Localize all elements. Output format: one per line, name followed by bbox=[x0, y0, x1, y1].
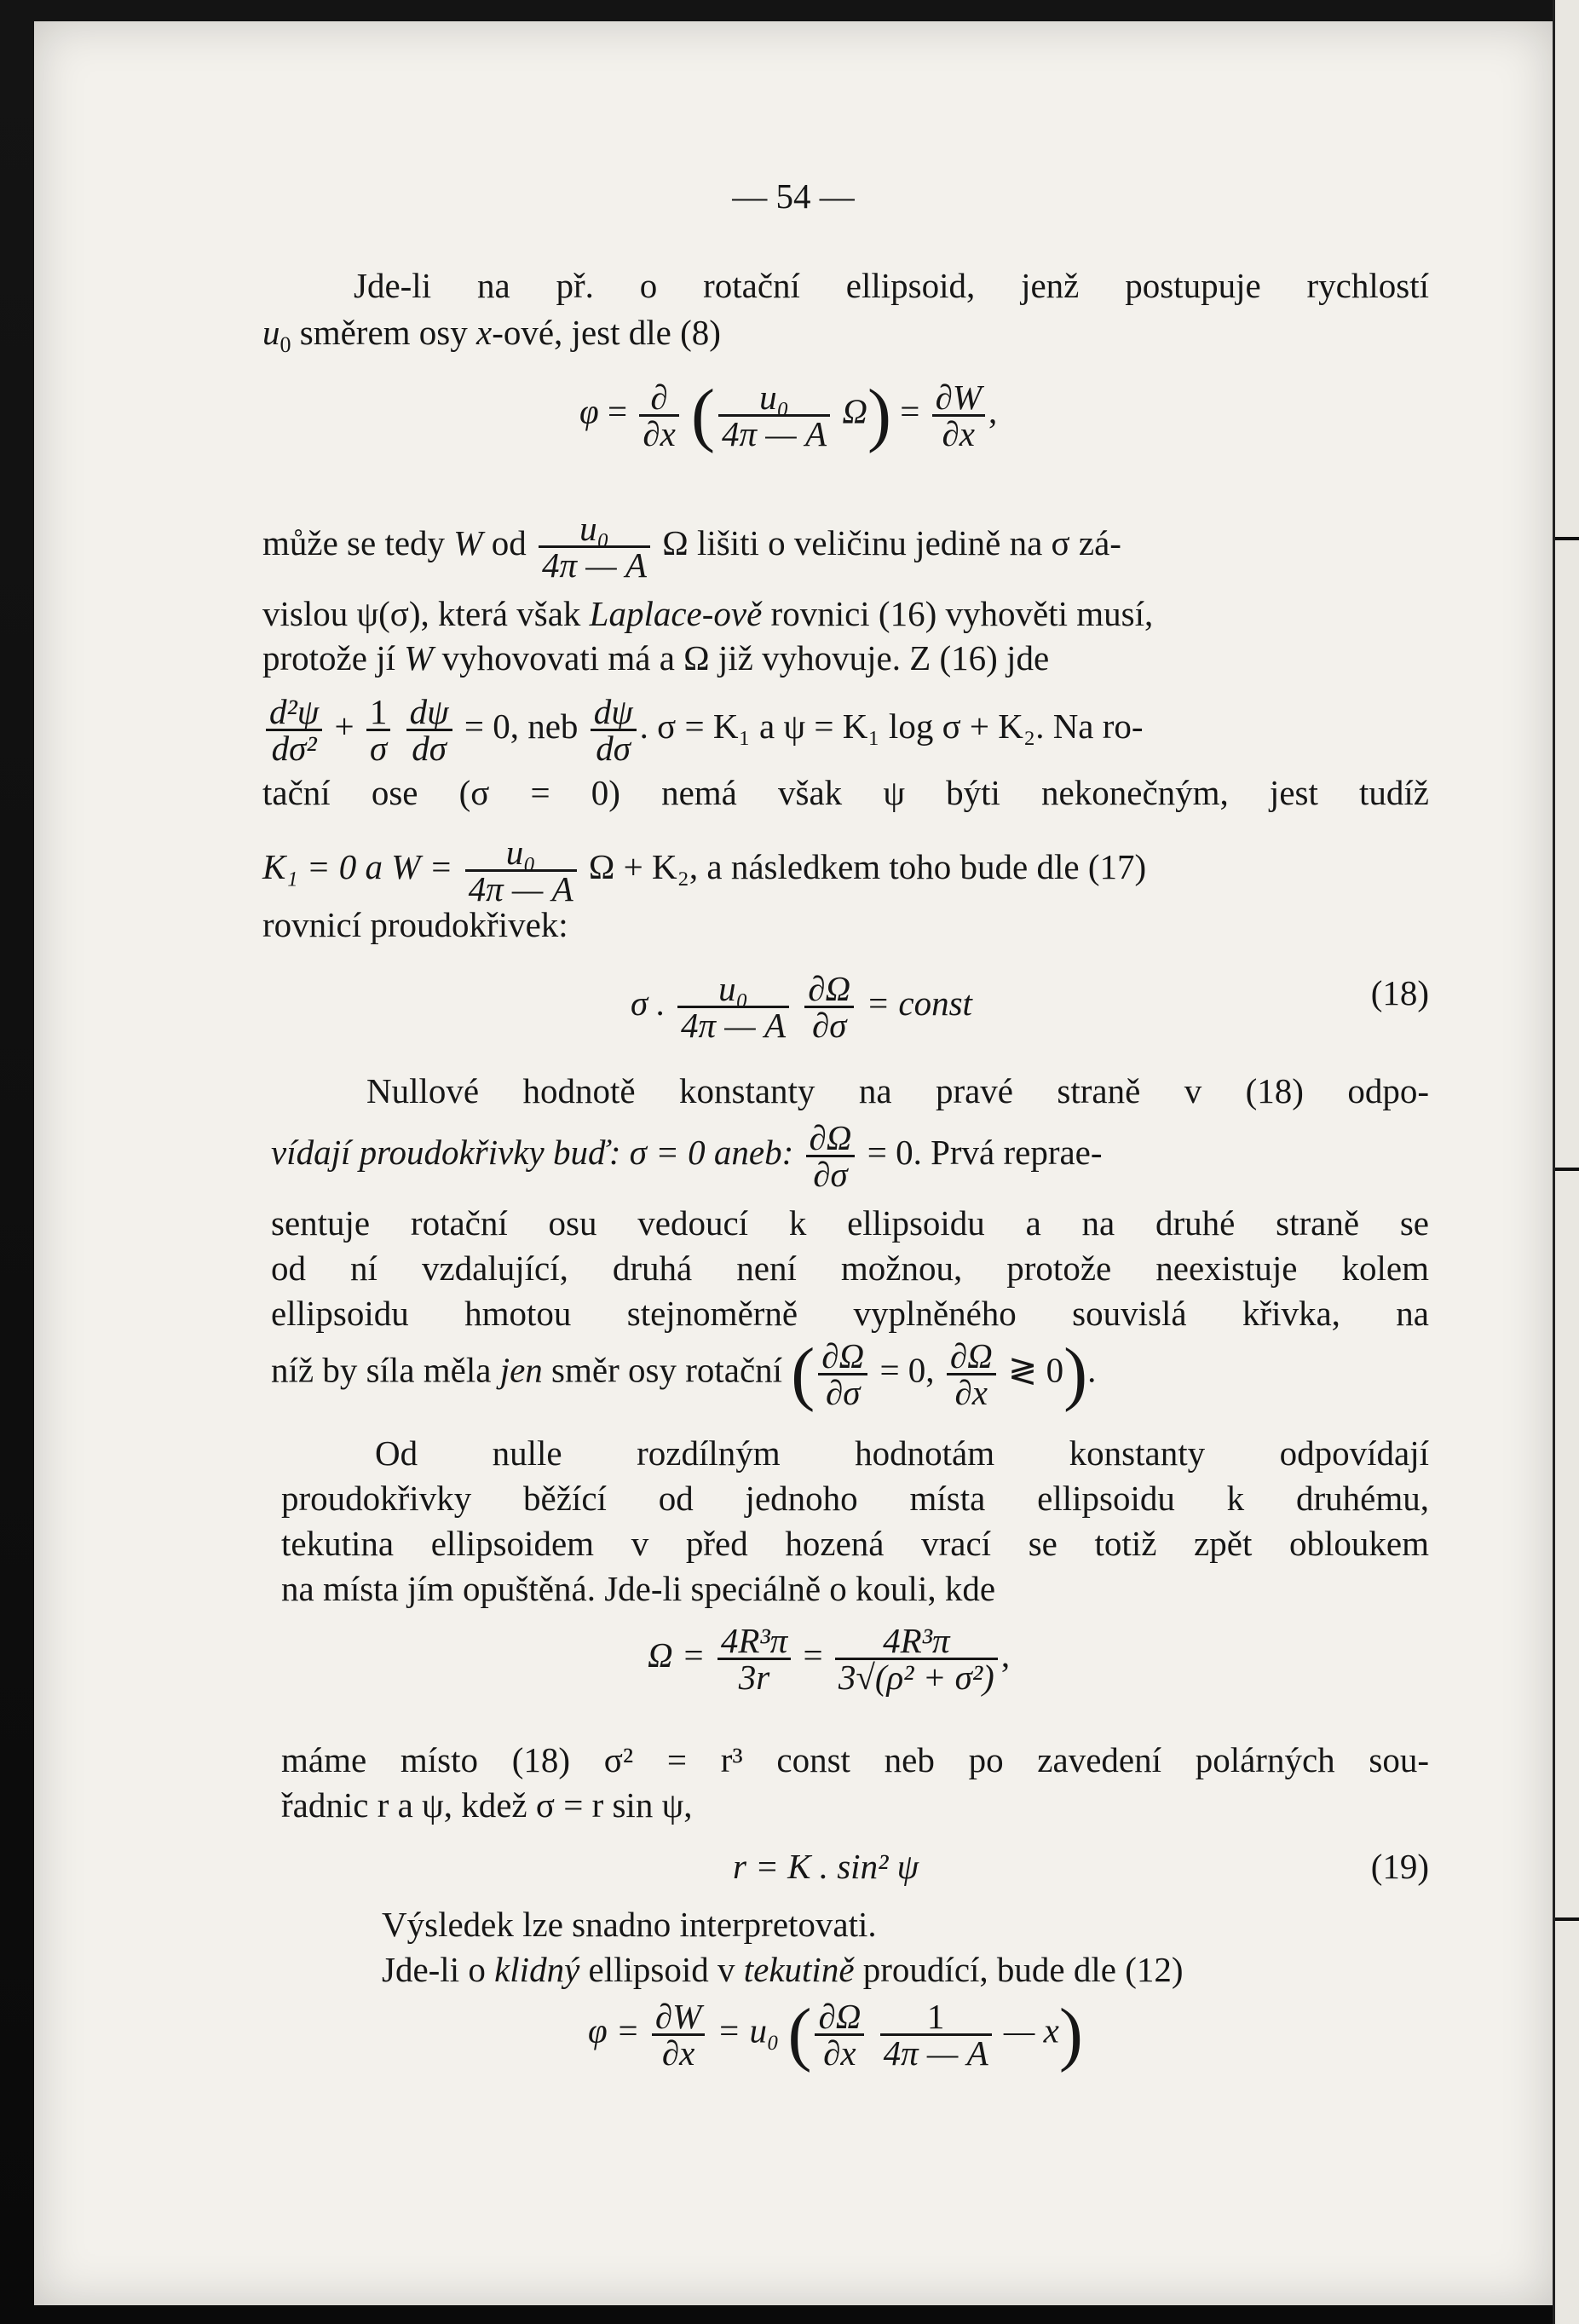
text-span: -ové, jest dle (8) bbox=[492, 313, 721, 352]
text-line: Nullové hodnotě konstanty na pravé straně v (18) odpo- bbox=[366, 1071, 1429, 1110]
equation bbox=[588, 1994, 1553, 2073]
math-tail: — x bbox=[1003, 2010, 1059, 2050]
edge-mark bbox=[1555, 537, 1579, 540]
math-mid: = u₀ bbox=[717, 2010, 780, 2050]
fraction bbox=[932, 377, 985, 453]
text-line bbox=[262, 509, 1429, 585]
numerator: ∂ bbox=[650, 377, 668, 417]
edge-mark bbox=[1555, 1168, 1579, 1171]
text-line: rovnicí proudokřivek: bbox=[262, 905, 568, 944]
denominator: ∂σ bbox=[806, 1155, 856, 1191]
fraction bbox=[465, 835, 577, 906]
math-eq: = bbox=[607, 391, 628, 431]
text-span: ≷ 0 bbox=[1007, 1350, 1064, 1390]
text-span: níž by síla měla bbox=[271, 1350, 492, 1390]
text-line: máme místo (18) σ² = r³ const neb po zavedení polárných sou- bbox=[281, 1740, 1429, 1779]
numerator: 4R³π bbox=[883, 1621, 950, 1660]
text-span: = 0, bbox=[879, 1350, 935, 1390]
fraction bbox=[266, 692, 322, 768]
math-var: u bbox=[262, 313, 280, 352]
denominator: ∂σ bbox=[818, 1373, 867, 1410]
paren: ( bbox=[691, 375, 716, 454]
numerator: ∂W bbox=[935, 377, 982, 417]
page-edge bbox=[1553, 0, 1579, 2324]
numerator: 1 bbox=[369, 692, 388, 731]
text-line bbox=[262, 311, 1553, 366]
text-line bbox=[271, 1334, 1429, 1413]
text-span: . bbox=[1087, 1350, 1097, 1390]
math-rhs: = const bbox=[866, 983, 972, 1023]
text-line: řadnic r a ψ, kdež σ = r sin ψ, bbox=[281, 1785, 693, 1825]
fraction bbox=[652, 1996, 705, 2073]
denominator: dσ bbox=[591, 729, 637, 765]
page-number: — 54 — bbox=[732, 176, 855, 216]
fraction bbox=[718, 377, 830, 453]
numerator: dψ bbox=[409, 692, 449, 731]
edge-mark bbox=[1555, 1917, 1579, 1921]
numerator: u₀ bbox=[505, 833, 536, 872]
equation bbox=[733, 1845, 1429, 1888]
numerator: ∂Ω bbox=[809, 1118, 852, 1157]
equation bbox=[579, 375, 1553, 454]
fraction bbox=[539, 509, 650, 585]
text-span: proudící, bude dle (12) bbox=[862, 1950, 1184, 1989]
fraction bbox=[677, 969, 789, 1045]
text-line bbox=[262, 692, 1429, 768]
math-eq: = bbox=[900, 391, 920, 431]
denominator: ∂σ bbox=[804, 1006, 854, 1042]
numerator: d²ψ bbox=[269, 692, 320, 731]
text-span: . σ = K₁ a ψ = K₁ log σ + K₂. Na ro- bbox=[639, 706, 1144, 746]
math-var: W bbox=[404, 638, 434, 678]
text-line: sentuje rotační osu vedoucí k ellipsoidu a na druhé straně se bbox=[271, 1203, 1429, 1243]
math-omega: Ω bbox=[842, 391, 867, 431]
equation bbox=[631, 969, 1429, 1045]
denominator: ∂x bbox=[652, 2033, 705, 2070]
math-eq: = bbox=[803, 1635, 823, 1675]
numerator: ∂Ω bbox=[818, 1996, 862, 2036]
text-italic: Laplace-ově bbox=[589, 594, 763, 633]
paren: ( bbox=[787, 1994, 812, 2073]
text-italic: klidný bbox=[494, 1950, 580, 1989]
text-span: vyhovovati má a Ω již vyhovuje. Z (16) jde bbox=[441, 638, 1050, 678]
paren: ( bbox=[791, 1334, 815, 1413]
text-span: vídají proudokřivky buď: σ = 0 aneb: bbox=[271, 1132, 794, 1172]
text-line: proudokřivky běžící od jednoho místa ellipsoidu k druhému, bbox=[281, 1479, 1429, 1518]
text-line bbox=[262, 592, 1429, 635]
numerator: u₀ bbox=[579, 509, 609, 548]
math-sigma: σ . bbox=[631, 983, 666, 1023]
fraction bbox=[815, 1996, 864, 2073]
text-line: na místa jím opuštěná. Jde-li speciálně o kouli, kde bbox=[281, 1569, 996, 1608]
denominator: dσ² bbox=[266, 729, 322, 765]
text-span: směr osy rotační bbox=[551, 1350, 783, 1390]
numerator: ∂Ω bbox=[808, 969, 851, 1008]
denominator: ∂x bbox=[639, 414, 678, 451]
numerator: ∂Ω bbox=[949, 1335, 993, 1375]
text-line: tační ose (σ = 0) nemá však ψ býti nekonečným, jest tudíž bbox=[262, 773, 1429, 812]
fraction bbox=[804, 969, 854, 1045]
equation-number: (19) bbox=[1370, 1847, 1429, 1886]
text-span: od bbox=[491, 522, 527, 562]
text-line bbox=[262, 835, 1429, 906]
text-span: rovnici (16) vyhověti musí, bbox=[770, 594, 1154, 633]
numerator: u₀ bbox=[718, 969, 748, 1008]
denominator: 4π — A bbox=[539, 545, 650, 582]
fraction bbox=[639, 377, 678, 453]
paren: ) bbox=[1058, 1994, 1083, 2073]
denominator: ∂x bbox=[815, 2033, 864, 2070]
text-line: Výsledek lze snadno interpretovati. bbox=[382, 1905, 877, 1944]
denominator: 3r bbox=[717, 1658, 791, 1694]
math-sub: 0 bbox=[279, 332, 291, 358]
text-span: Ω + K₂, a následkem toho bude dle (17) bbox=[588, 846, 1147, 886]
math-var: W bbox=[453, 522, 483, 562]
text-line bbox=[382, 1948, 1429, 1991]
text-line bbox=[262, 637, 1429, 679]
denominator: ∂x bbox=[947, 1373, 996, 1410]
text-span: = 0. Prvá reprae- bbox=[867, 1132, 1103, 1172]
math-phi: φ = bbox=[588, 2010, 640, 2050]
math-phi: φ bbox=[579, 391, 599, 431]
math-var: x bbox=[476, 313, 493, 352]
denominator: σ bbox=[366, 729, 391, 765]
text-line bbox=[271, 1118, 1429, 1194]
fraction bbox=[591, 692, 637, 768]
text-span: = 0, neb bbox=[464, 706, 579, 746]
numerator: u₀ bbox=[759, 377, 789, 417]
equation bbox=[648, 1621, 1553, 1697]
fraction bbox=[947, 1335, 996, 1412]
fraction bbox=[806, 1118, 856, 1194]
math-body: r = K . sin² ψ bbox=[733, 1847, 919, 1886]
fraction bbox=[366, 692, 391, 768]
denominator: 4π — A bbox=[880, 2033, 992, 2070]
text-span: směrem osy bbox=[299, 313, 468, 352]
book-page bbox=[34, 21, 1553, 2305]
denominator: ∂x bbox=[932, 414, 985, 451]
equation-number: (18) bbox=[1370, 973, 1429, 1012]
text-span: protože jí bbox=[262, 638, 395, 678]
numerator: 1 bbox=[926, 1996, 945, 2036]
denominator: 4π — A bbox=[718, 414, 830, 451]
fraction bbox=[717, 1621, 791, 1697]
numerator: 4R³π bbox=[720, 1621, 788, 1660]
math-lhs: Ω = bbox=[648, 1635, 706, 1675]
text-line: od ní vzdalující, druhá není možnou, protože neexistuje kolem bbox=[271, 1249, 1429, 1288]
math-plus: + bbox=[334, 706, 354, 746]
text-italic: jen bbox=[499, 1350, 543, 1390]
text-span: může se tedy bbox=[262, 522, 446, 562]
text-italic: tekutině bbox=[743, 1950, 855, 1989]
denominator: dσ bbox=[406, 729, 452, 765]
text-line: Od nulle rozdílným hodnotám konstanty odpovídají bbox=[375, 1433, 1429, 1473]
text-span: K₁ = 0 a W = bbox=[262, 846, 453, 886]
text-span: Ω lišiti o veličinu jedině na σ zá- bbox=[662, 522, 1121, 562]
denominator: 4π — A bbox=[465, 869, 577, 906]
text-line: tekutina ellipsoidem v před hozená vrací se totiž zpět obloukem bbox=[281, 1524, 1429, 1563]
paren: ) bbox=[867, 375, 891, 454]
fraction bbox=[406, 692, 452, 768]
paren: ) bbox=[1063, 1334, 1088, 1413]
text-span: ellipsoid v bbox=[588, 1950, 735, 1989]
numerator: ∂Ω bbox=[821, 1335, 865, 1375]
denominator: 3√(ρ² + σ²) bbox=[835, 1658, 998, 1694]
fraction bbox=[880, 1996, 992, 2073]
math-comma: , bbox=[988, 391, 998, 431]
denominator: 4π — A bbox=[677, 1006, 789, 1042]
text-span: vislou ψ(σ), která však bbox=[262, 594, 581, 633]
text-span: Jde-li o bbox=[382, 1950, 486, 1989]
numerator: dψ bbox=[593, 692, 633, 731]
text-line: Jde-li na př. o rotační ellipsoid, jenž postupuje rychlostí bbox=[354, 266, 1429, 305]
fraction bbox=[835, 1621, 998, 1697]
numerator: ∂W bbox=[654, 1996, 702, 2036]
fraction bbox=[818, 1335, 867, 1412]
math-comma: , bbox=[1000, 1635, 1011, 1675]
text-line: ellipsoidu hmotou stejnoměrně vyplněného souvislá křivka, na bbox=[271, 1294, 1429, 1333]
